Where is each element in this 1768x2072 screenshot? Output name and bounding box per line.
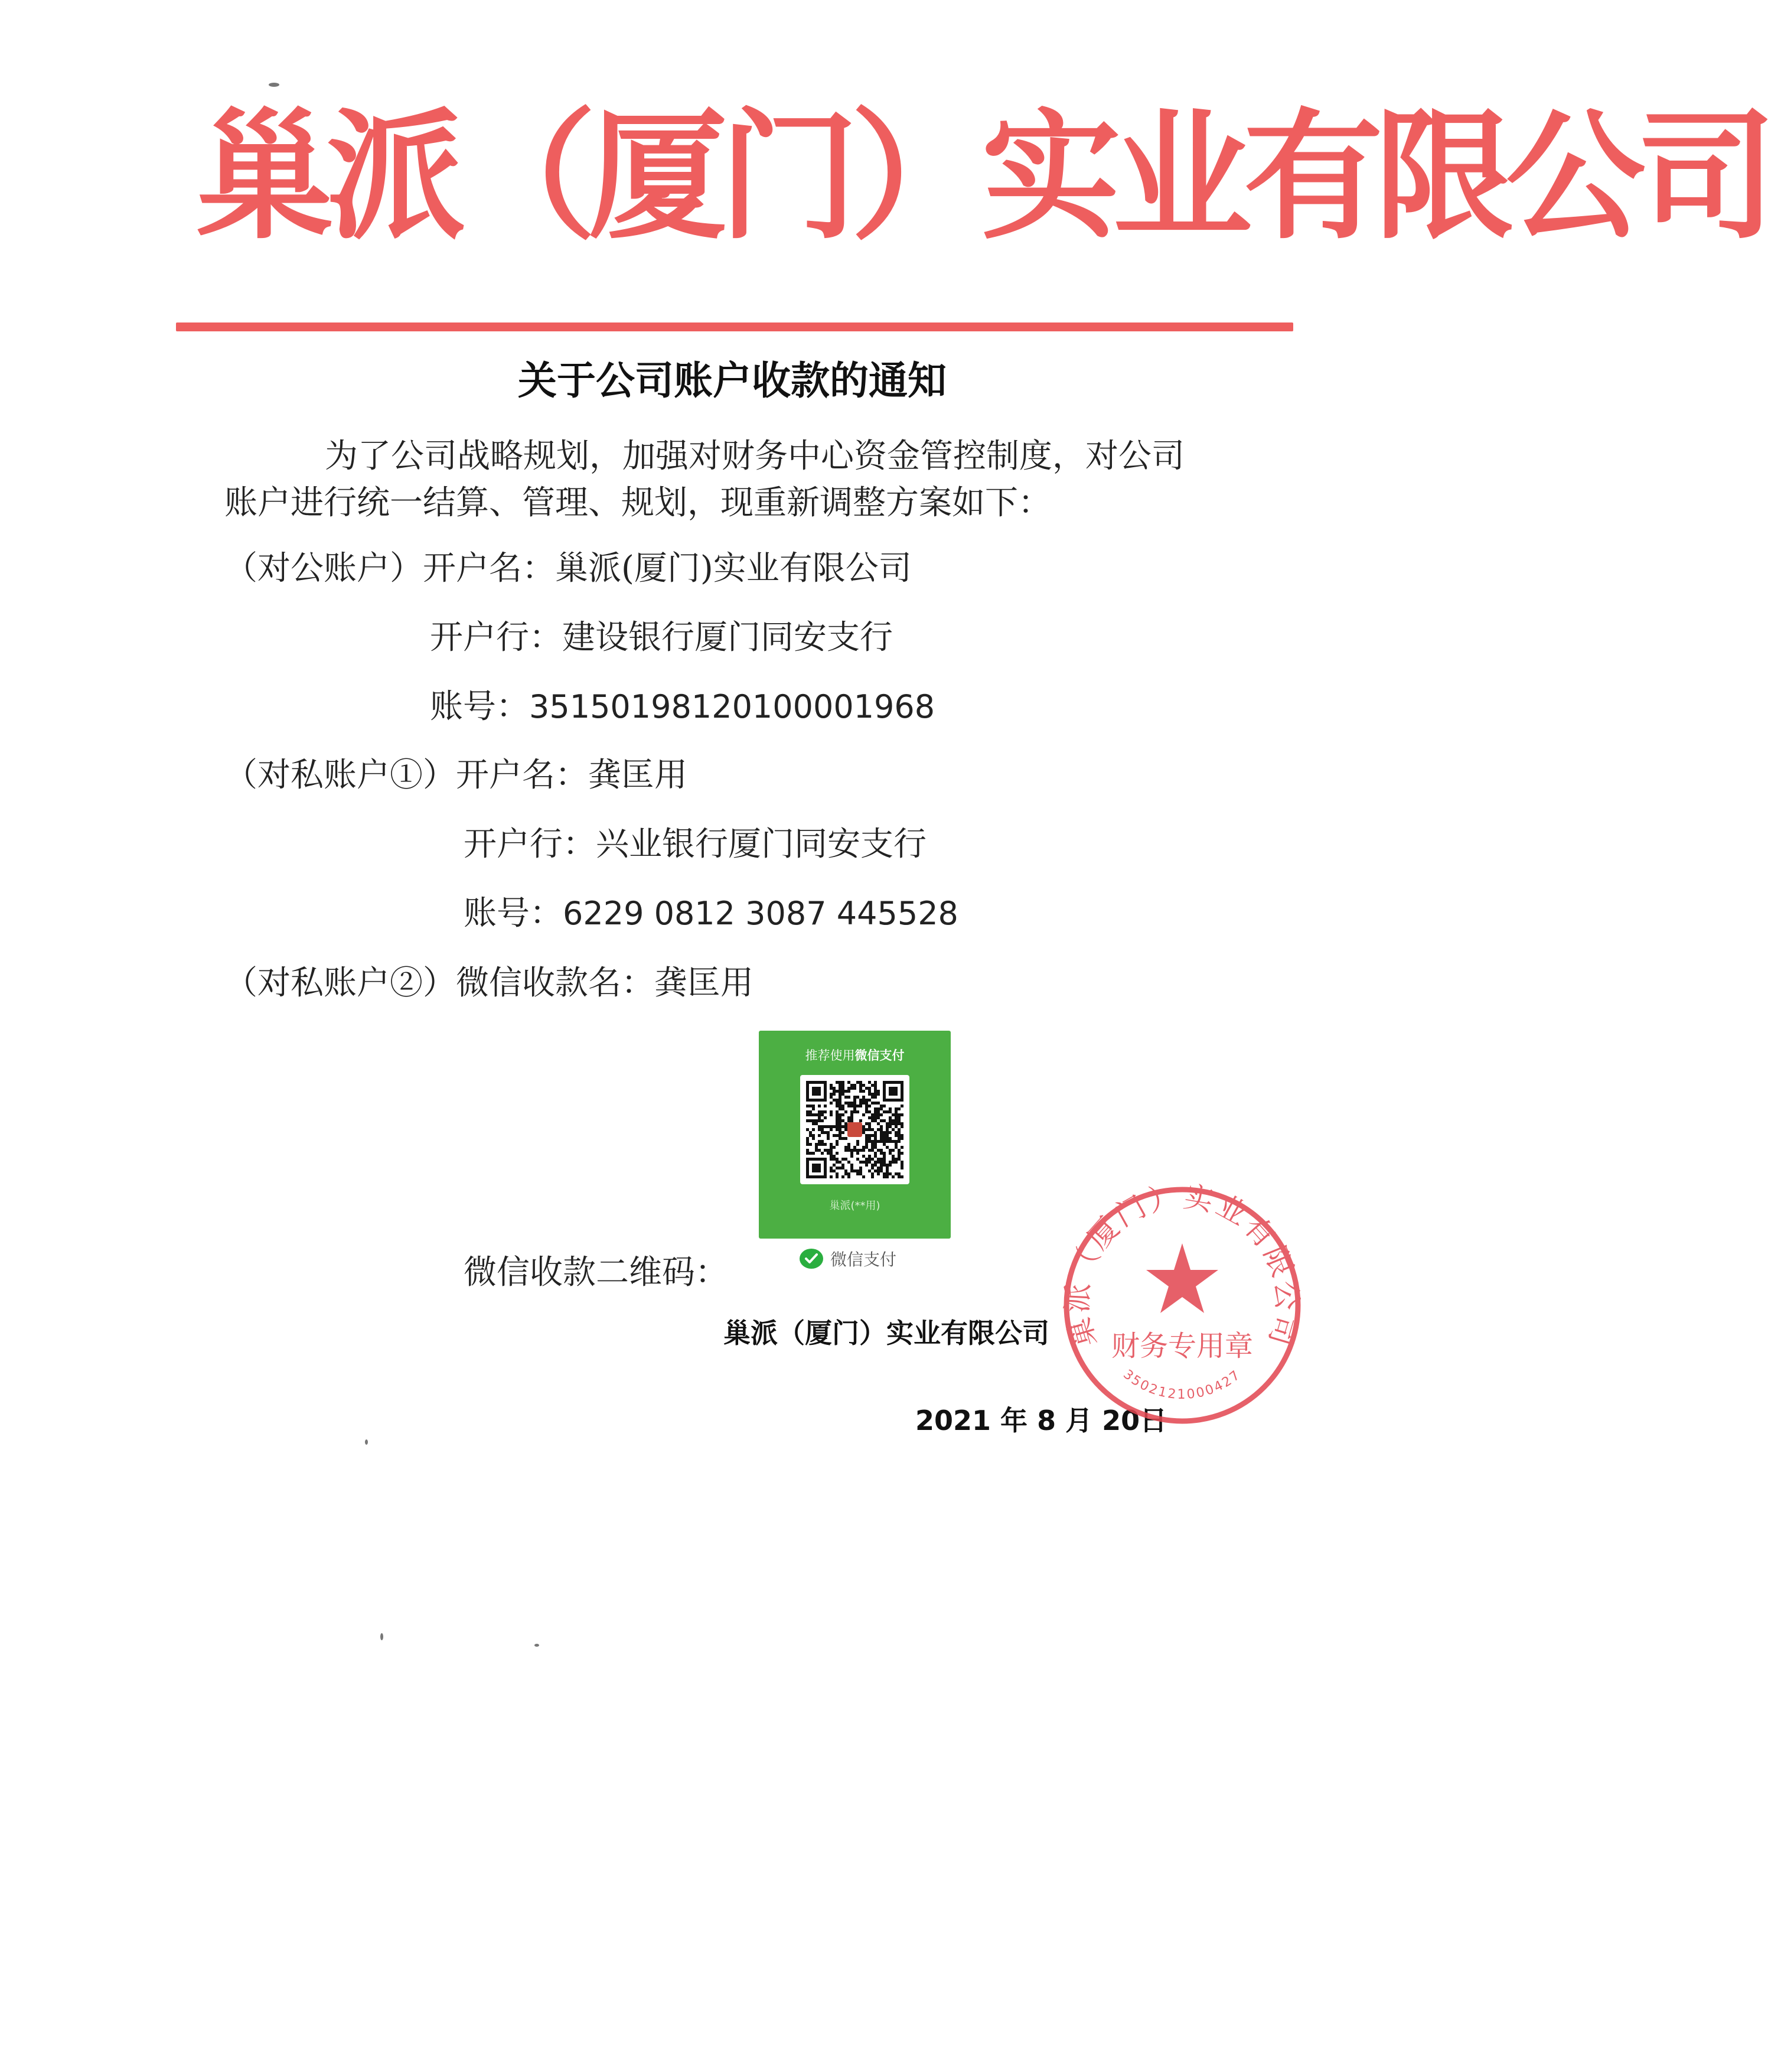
seal-code: 3502121000427 <box>1120 1367 1244 1403</box>
scan-speck <box>269 83 279 87</box>
intro-paragraph-line-1: 为了公司战略规划，加强对财务中心资金管控制度，对公司 <box>325 437 1185 475</box>
private-2-holder-label: 微信收款名： <box>456 964 654 1002</box>
date-year: 2021 <box>915 1405 991 1436</box>
wechat-pay-label: 微信支付 <box>830 1250 897 1269</box>
corporate-account-line <box>224 545 912 592</box>
corporate-bank-label: 开户行： <box>430 618 562 657</box>
qr-center-avatar <box>847 1122 862 1137</box>
date-day: 20 <box>1102 1405 1140 1436</box>
corporate-bank-name: 建设银行厦门同安支行 <box>562 618 893 657</box>
seal-outer-text: 巢派（厦门）实业有限公司 <box>1059 1179 1305 1352</box>
seal-star-icon <box>1146 1243 1218 1313</box>
private-1-number-label: 账号： <box>464 894 563 933</box>
finance-seal-stamp <box>1052 1175 1312 1435</box>
notice-title: 关于公司账户收款的通知 <box>518 358 947 403</box>
corporate-bank-line <box>430 614 893 662</box>
private-1-bank-name: 兴业银行厦门同安支行 <box>596 825 927 864</box>
corporate-holder-label: 开户名： <box>423 549 555 588</box>
corporate-number-label: 账号： <box>430 688 529 726</box>
scan-speck <box>365 1439 368 1445</box>
svg-text:3502121000427 <box>1120 1367 1244 1402</box>
private-account-2-tag: （对私账户②） <box>224 964 456 1002</box>
qr-card-prefix: 推荐使用 <box>805 1048 855 1063</box>
private-1-account-number: 6229 0812 3087 445528 <box>563 895 958 932</box>
qr-card-header <box>759 1046 951 1064</box>
date-year-unit: 年 <box>1000 1405 1028 1436</box>
private-account-1-tag: （对私账户①） <box>224 756 456 794</box>
scan-speck <box>380 1633 383 1640</box>
corporate-number-line <box>430 683 935 731</box>
private-1-number-line <box>464 890 958 937</box>
private-1-bank-label: 开户行： <box>464 825 596 864</box>
intro-paragraph-line-2: 账户进行统一结算、管理、规划，现重新调整方案如下： <box>224 484 1051 522</box>
qr-code-frame <box>800 1075 909 1184</box>
date-month-unit: 月 <box>1065 1405 1093 1436</box>
qr-card-brand: 微信支付 <box>854 1048 905 1063</box>
wechat-pay-icon <box>798 1246 824 1272</box>
company-letterhead-title: 巢派（厦门）实业有限公司 <box>195 96 1768 258</box>
wechat-pay-qr-card <box>759 1031 951 1239</box>
private-1-holder-label: 开户名： <box>456 756 588 794</box>
qr-finder-pattern <box>806 1158 827 1178</box>
corporate-holder-name: 巢派(厦门)实业有限公司 <box>555 549 912 588</box>
signature-company: 巢派（厦门）实业有限公司 <box>723 1317 1049 1349</box>
private-account-1-line <box>224 752 687 799</box>
qr-finder-pattern <box>806 1081 827 1102</box>
seal-inner-text: 财务专用章 <box>1111 1330 1254 1363</box>
qr-caption: 微信收款二维码： <box>464 1253 728 1292</box>
qr-code-icon <box>806 1081 903 1178</box>
wechat-pay-logo <box>798 1244 896 1273</box>
private-1-bank-line <box>464 821 927 868</box>
date-month: 8 <box>1037 1405 1056 1436</box>
qr-card-payee: 巢派(**用) <box>829 1200 880 1212</box>
qr-finder-pattern <box>883 1081 903 1102</box>
scan-speck <box>534 1644 539 1647</box>
private-account-2-line <box>224 960 753 1007</box>
corporate-account-tag: （对公账户） <box>224 549 423 588</box>
date-day-unit: 日 <box>1140 1405 1167 1436</box>
private-1-holder-name: 龚匡用 <box>588 756 687 794</box>
corporate-account-number: 35150198120100001968 <box>529 688 935 725</box>
letterhead-divider <box>176 322 1293 331</box>
private-2-holder-name: 龚匡用 <box>654 964 753 1002</box>
